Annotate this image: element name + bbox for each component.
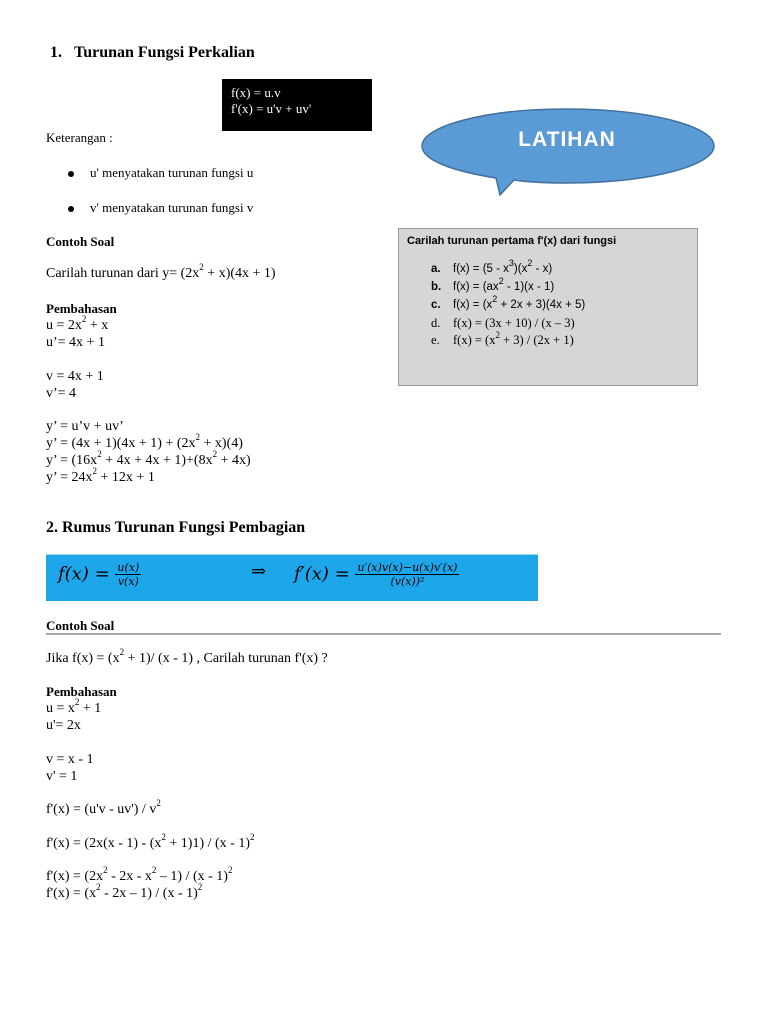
step-text: y’ = (4x + 1)(4x + 1) + (2x	[46, 436, 196, 451]
exercise-letter: d.	[431, 316, 441, 330]
exercise-text: + 2x + 3)(4x + 5)	[497, 299, 586, 311]
superscript: 2	[161, 832, 166, 843]
step-text: f'(x) = (2x(x - 1) - (x	[46, 836, 162, 851]
section1-number: 1.	[50, 44, 62, 61]
pembahasan-1-title: Pembahasan	[46, 301, 117, 316]
superscript: 2	[212, 449, 218, 460]
exercise-text: f(x) = (3x + 10) / (x – 3)	[453, 316, 575, 330]
superscript: 2	[96, 882, 101, 893]
superscript: 2	[74, 697, 80, 708]
bullet-text: u' menyatakan turunan fungsi u	[90, 165, 254, 180]
exercise-text: f(x) = (x	[453, 333, 496, 347]
question-2	[46, 647, 328, 667]
step2-u1	[46, 697, 102, 717]
step-y4	[46, 466, 155, 486]
section1-title: Turunan Fungsi Perkalian	[74, 44, 255, 61]
formula-lhs	[58, 561, 141, 588]
exercise-letter: a.	[431, 263, 441, 275]
latihan-label: LATIHAN	[518, 128, 616, 151]
fraction-denominator: (v(x))²	[390, 575, 425, 588]
bullet-item-v	[68, 200, 253, 216]
formula-line-1: f(x) = u.v	[231, 85, 281, 100]
exercise-text: - 1)(x - 1)	[503, 281, 555, 293]
step-text: + x)(4)	[200, 436, 243, 451]
question-text: Jika f(x) = (x	[46, 651, 120, 666]
superscript: 2	[156, 798, 161, 809]
contoh-soal-1-title: Contoh Soal	[46, 234, 115, 249]
superscript: 2	[92, 466, 98, 477]
exercise-letter: b.	[431, 281, 442, 293]
superscript: 2	[498, 276, 504, 287]
superscript: 2	[199, 262, 204, 273]
exercise-text: f(x) = (5 - x	[453, 263, 509, 275]
formula-text: f(x) =	[58, 563, 110, 585]
step2-f2	[46, 832, 255, 852]
exercise-text: - x)	[532, 263, 553, 275]
exercise-text: f(x) = (ax	[453, 281, 499, 293]
step-text: – 1) / (x - 1)	[156, 869, 228, 884]
step-text: y’ = (16x	[46, 453, 98, 468]
exercise-c	[431, 294, 586, 311]
superscript: 2	[527, 258, 533, 269]
step-text: - 2x - x	[107, 869, 152, 884]
step-text: - 2x – 1) / (x - 1)	[100, 886, 198, 901]
step-text: + x	[86, 318, 109, 333]
fraction-u-over-v	[115, 561, 141, 588]
exercise-d	[431, 316, 575, 331]
exercise-e	[431, 329, 574, 348]
keterangan-label: Keterangan :	[46, 130, 113, 145]
step-text: + 4x + 4x + 1)+(8x	[101, 453, 213, 468]
step2-f3	[46, 865, 233, 885]
step-text: + 1)1) / (x - 1)	[165, 836, 250, 851]
step2-u2: u'= 2x	[46, 718, 81, 733]
exercise-text: + 3) / (2x + 1)	[499, 333, 574, 347]
superscript: 3	[508, 258, 514, 269]
step-text: + 4x)	[217, 453, 251, 468]
superscript: 2	[495, 329, 500, 340]
formula-line-2: f'(x) = u'v + uv'	[231, 101, 312, 116]
quotient-rule-formula-bar	[46, 554, 538, 601]
question-text: Carilah turunan dari y= (2x	[46, 266, 200, 281]
step-y3	[46, 449, 251, 469]
step2-v1: v = x - 1	[46, 752, 94, 767]
superscript: 2	[151, 865, 157, 876]
fraction-denominator: v(x)	[117, 575, 139, 588]
step-text: f'(x) = (u'v - uv') / v	[46, 802, 157, 817]
bullet-text: v' menyatakan turunan fungsi v	[90, 200, 254, 215]
formula-rhs	[294, 561, 459, 588]
bullet-item-u	[68, 165, 253, 181]
contoh-soal-2-title: Contoh Soal	[46, 618, 115, 633]
fraction-numerator: u(x)	[117, 561, 140, 574]
superscript: 2	[81, 314, 87, 325]
step-y1: y’ = u’v + uv’	[46, 419, 124, 434]
product-rule-formula-box	[222, 79, 372, 131]
step2-v2: v' = 1	[46, 769, 78, 784]
step-text: u = x	[46, 701, 75, 716]
step-u2: u’= 4x + 1	[46, 335, 105, 350]
formula-text: f′(x) =	[294, 563, 350, 585]
fraction-numerator: u′(x)v(x)−u(x)v′(x)	[357, 561, 458, 574]
step-text: + 1	[79, 701, 102, 716]
step-text: f'(x) = (x	[46, 886, 97, 901]
step2-f1	[46, 798, 161, 818]
implies-arrow-icon: ⇒	[251, 561, 267, 582]
step-text: f'(x) = (2x	[46, 869, 104, 884]
step-text: y’ = 24x	[46, 470, 93, 485]
fraction-quotient-rule	[355, 561, 459, 588]
superscript: 2	[197, 882, 203, 893]
superscript: 2	[250, 832, 255, 843]
section2-title: 2. Rumus Turunan Fungsi Pembagian	[46, 519, 306, 536]
superscript: 2	[227, 865, 233, 876]
latihan-speech-bubble-icon	[416, 108, 716, 198]
latihan-exercise-box	[398, 228, 698, 386]
superscript: 2	[97, 449, 102, 460]
question-text: + 1)/ (x - 1) , Carilah turunan f'(x) ?	[124, 651, 328, 666]
step-text: u = 2x	[46, 318, 82, 333]
superscript: 2	[103, 865, 108, 876]
exercise-letter: c.	[431, 299, 441, 311]
step-text: + 12x + 1	[97, 470, 155, 485]
latihan-intro: Carilah turunan pertama f'(x) dari fungsi	[407, 235, 617, 247]
step-u1	[46, 314, 109, 334]
horizontal-divider	[46, 633, 721, 635]
step-v2: v’= 4	[46, 386, 77, 401]
pembahasan-2-title: Pembahasan	[46, 684, 117, 699]
step-v1: v = 4x + 1	[46, 369, 104, 384]
exercise-text: f(x) = (x	[453, 299, 493, 311]
bullet-dot-icon	[68, 171, 74, 177]
exercise-b	[431, 276, 555, 293]
question-text: + x)(4x + 1)	[203, 266, 276, 281]
superscript: 2	[492, 294, 498, 305]
superscript: 2	[119, 647, 125, 658]
exercise-a	[431, 258, 553, 275]
superscript: 2	[195, 432, 201, 443]
exercise-text: )(x	[513, 263, 528, 275]
question-1	[46, 262, 276, 282]
exercise-letter: e.	[431, 333, 440, 347]
section1-heading	[50, 44, 255, 62]
step2-f4	[46, 882, 203, 902]
bullet-dot-icon	[68, 206, 74, 212]
